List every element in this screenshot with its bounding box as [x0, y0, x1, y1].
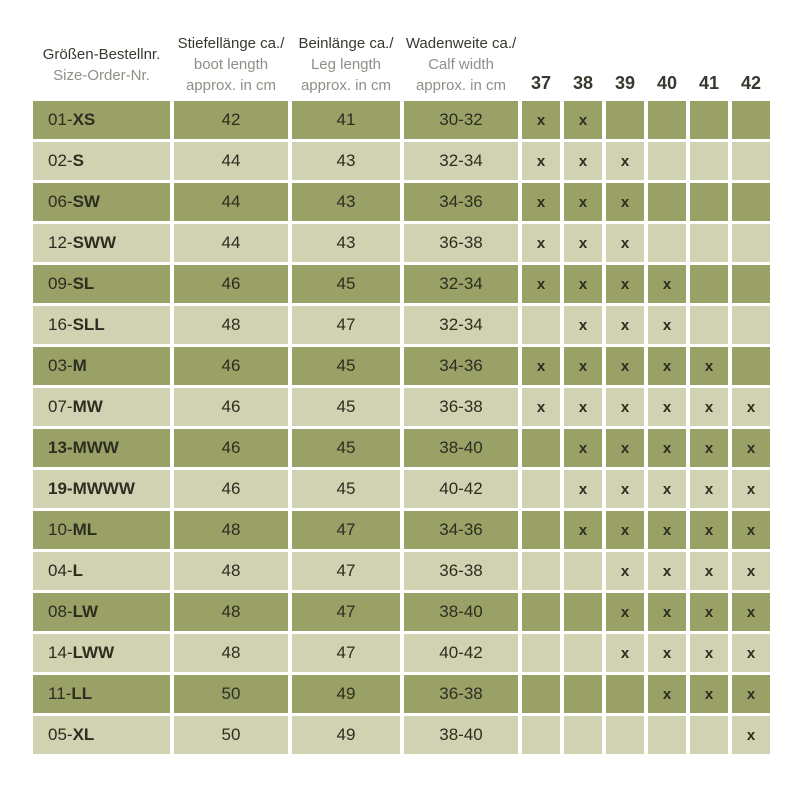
size-fit-cell-41 [690, 265, 728, 303]
leg-length-cell: 47 [292, 511, 400, 549]
order-separator: - [66, 315, 73, 334]
calf-width-cell: 38-40 [404, 716, 518, 754]
header-calf-width-unit: approx. in cm [415, 77, 507, 94]
size-fit-cell-40 [648, 224, 686, 262]
size-code: MWW [72, 438, 119, 457]
table-row [33, 347, 770, 385]
calf-width-cell: 36-38 [404, 224, 518, 262]
size-fit-cell-40: x [648, 634, 686, 672]
size-code: L [72, 561, 83, 580]
header-leg-length-unit: approx. in cm [300, 77, 392, 94]
size-code: ML [72, 520, 98, 539]
size-fit-cell-39: x [606, 347, 644, 385]
header-shoe-size-38: 38 [572, 73, 594, 93]
size-fit-cell-39 [606, 716, 644, 754]
header-shoe-size-41: 41 [698, 73, 720, 93]
boot-length-cell: 42 [174, 101, 288, 139]
leg-length-cell: 45 [292, 265, 400, 303]
size-fit-cell-40 [648, 101, 686, 139]
size-code: SLL [72, 315, 105, 334]
size-fit-cell-42: x [732, 634, 770, 672]
order-number: 11 [48, 684, 66, 703]
size-fit-cell-42 [732, 101, 770, 139]
size-fit-cell-42: x [732, 593, 770, 631]
table-row [33, 675, 770, 713]
order-number: 12 [48, 233, 67, 252]
size-fit-cell-39 [606, 101, 644, 139]
size-fit-cell-38: x [564, 511, 602, 549]
boot-length-cell: 48 [174, 552, 288, 590]
size-order-cell [33, 306, 170, 344]
calf-width-cell: 32-34 [404, 142, 518, 180]
order-number: 16 [48, 315, 67, 334]
size-fit-cell-38: x [564, 429, 602, 467]
size-fit-cell-41: x [690, 388, 728, 426]
size-fit-cell-42: x [732, 716, 770, 754]
size-fit-cell-37 [522, 716, 560, 754]
order-separator: - [66, 520, 73, 539]
boot-length-cell: 46 [174, 347, 288, 385]
leg-length-cell: 47 [292, 593, 400, 631]
order-number: 19 [48, 479, 67, 498]
order-number: 04 [48, 561, 67, 580]
size-fit-cell-42: x [732, 429, 770, 467]
size-fit-cell-40: x [648, 306, 686, 344]
size-fit-cell-38 [564, 716, 602, 754]
size-code: SWW [72, 233, 117, 252]
order-number: 01 [48, 110, 67, 129]
header-boot-length-en: boot length [193, 56, 269, 73]
size-fit-cell-39: x [606, 470, 644, 508]
size-fit-cell-37 [522, 675, 560, 713]
size-fit-cell-38: x [564, 183, 602, 221]
size-order-cell [33, 224, 170, 262]
size-fit-cell-42 [732, 265, 770, 303]
order-number: 14 [48, 643, 67, 662]
size-fit-cell-37 [522, 634, 560, 672]
size-fit-cell-39: x [606, 183, 644, 221]
size-fit-cell-41: x [690, 470, 728, 508]
size-fit-cell-42 [732, 347, 770, 385]
table-row [33, 552, 770, 590]
order-separator: - [66, 274, 73, 293]
size-order-cell [33, 716, 170, 754]
size-order-cell [33, 347, 170, 385]
size-fit-cell-37: x [522, 347, 560, 385]
size-fit-cell-42 [732, 142, 770, 180]
size-fit-cell-41 [690, 306, 728, 344]
calf-width-cell: 34-36 [404, 511, 518, 549]
order-separator: - [66, 192, 73, 211]
size-fit-cell-40: x [648, 388, 686, 426]
size-fit-cell-40: x [648, 265, 686, 303]
size-fit-cell-41: x [690, 593, 728, 631]
size-fit-cell-40 [648, 142, 686, 180]
size-fit-cell-39: x [606, 306, 644, 344]
size-fit-cell-37 [522, 470, 560, 508]
boot-length-cell: 48 [174, 593, 288, 631]
calf-width-cell: 30-32 [404, 101, 518, 139]
table-row [33, 429, 770, 467]
table-row [33, 388, 770, 426]
header-shoe-size-40: 40 [656, 73, 678, 93]
boot-length-cell: 44 [174, 142, 288, 180]
boot-length-cell: 48 [174, 634, 288, 672]
size-fit-cell-37 [522, 429, 560, 467]
size-fit-cell-38 [564, 552, 602, 590]
table-row [33, 470, 770, 508]
header-size-order-en: Size-Order-Nr. [53, 67, 150, 84]
order-number: 02 [48, 151, 67, 170]
size-fit-cell-39: x [606, 593, 644, 631]
size-fit-cell-42 [732, 183, 770, 221]
order-number: 10 [48, 520, 67, 539]
size-fit-cell-37: x [522, 183, 560, 221]
size-fit-cell-40 [648, 183, 686, 221]
size-fit-cell-42: x [732, 470, 770, 508]
size-fit-cell-40: x [648, 347, 686, 385]
table-body [33, 101, 770, 754]
size-code: SW [72, 192, 100, 211]
size-fit-cell-38: x [564, 388, 602, 426]
leg-length-cell: 47 [292, 306, 400, 344]
order-number: 06 [48, 192, 67, 211]
size-fit-cell-37: x [522, 388, 560, 426]
size-order-cell [33, 634, 170, 672]
size-order-cell [33, 142, 170, 180]
order-number: 05 [48, 725, 67, 744]
size-fit-cell-41 [690, 183, 728, 221]
size-order-cell [33, 511, 170, 549]
table-row [33, 593, 770, 631]
size-fit-cell-41 [690, 716, 728, 754]
table-row [33, 183, 770, 221]
order-separator: - [65, 684, 72, 703]
size-order-cell [33, 470, 170, 508]
size-fit-cell-37: x [522, 142, 560, 180]
size-fit-cell-39: x [606, 634, 644, 672]
size-fit-cell-37: x [522, 265, 560, 303]
boot-length-cell: 50 [174, 716, 288, 754]
header-shoe-size-42: 42 [740, 73, 762, 93]
boot-length-cell: 48 [174, 511, 288, 549]
order-separator: - [66, 397, 73, 416]
calf-width-cell: 32-34 [404, 306, 518, 344]
size-fit-cell-40: x [648, 552, 686, 590]
size-fit-cell-42: x [732, 675, 770, 713]
size-fit-cell-39: x [606, 142, 644, 180]
leg-length-cell: 47 [292, 634, 400, 672]
table-row [33, 306, 770, 344]
header-boot-length-unit: approx. in cm [185, 77, 277, 94]
calf-width-cell: 40-42 [404, 634, 518, 672]
leg-length-cell: 43 [292, 183, 400, 221]
order-separator: - [66, 356, 73, 375]
leg-length-cell: 43 [292, 142, 400, 180]
size-fit-cell-39 [606, 675, 644, 713]
size-fit-cell-40: x [648, 593, 686, 631]
size-fit-cell-38: x [564, 470, 602, 508]
size-code: M [72, 356, 87, 375]
boot-length-cell: 46 [174, 470, 288, 508]
calf-width-cell: 38-40 [404, 593, 518, 631]
size-fit-cell-40: x [648, 470, 686, 508]
size-code: LWW [72, 643, 115, 662]
size-code: XS [72, 110, 96, 129]
order-number: 08 [48, 602, 67, 621]
header-boot-length-de: Stiefellänge ca./ [177, 35, 285, 52]
size-fit-cell-42: x [732, 552, 770, 590]
table-row [33, 634, 770, 672]
size-fit-cell-38: x [564, 265, 602, 303]
size-order-cell [33, 675, 170, 713]
size-fit-cell-39: x [606, 224, 644, 262]
header-calf-width-en: Calf width [428, 56, 494, 73]
size-fit-cell-41 [690, 101, 728, 139]
size-fit-cell-38: x [564, 224, 602, 262]
leg-length-cell: 45 [292, 429, 400, 467]
size-fit-cell-39: x [606, 511, 644, 549]
size-fit-cell-37: x [522, 101, 560, 139]
size-fit-cell-41 [690, 142, 728, 180]
header-calf-width [404, 24, 518, 98]
size-order-cell [33, 552, 170, 590]
order-number: 03 [48, 356, 67, 375]
size-fit-cell-41: x [690, 675, 728, 713]
calf-width-cell: 34-36 [404, 347, 518, 385]
header-size-order [33, 24, 170, 98]
size-fit-cell-39: x [606, 429, 644, 467]
size-fit-cell-38: x [564, 142, 602, 180]
leg-length-cell: 45 [292, 347, 400, 385]
boot-length-cell: 46 [174, 429, 288, 467]
size-fit-cell-41: x [690, 511, 728, 549]
size-code: XL [72, 725, 95, 744]
size-code: LW [72, 602, 99, 621]
table-row [33, 142, 770, 180]
order-number: 07 [48, 397, 67, 416]
calf-width-cell: 34-36 [404, 183, 518, 221]
table-row [33, 511, 770, 549]
order-separator: - [66, 479, 73, 498]
size-fit-cell-40 [648, 716, 686, 754]
size-fit-cell-38: x [564, 306, 602, 344]
size-code: MWWW [72, 479, 135, 498]
size-fit-cell-38 [564, 675, 602, 713]
header-leg-length-en: Leg length [310, 56, 382, 73]
leg-length-cell: 47 [292, 552, 400, 590]
leg-length-cell: 41 [292, 101, 400, 139]
calf-width-cell: 36-38 [404, 552, 518, 590]
calf-width-cell: 36-38 [404, 675, 518, 713]
size-fit-cell-37 [522, 511, 560, 549]
order-separator: - [66, 233, 73, 252]
table-row [33, 265, 770, 303]
size-fit-cell-41: x [690, 429, 728, 467]
calf-width-cell: 38-40 [404, 429, 518, 467]
size-table [33, 24, 770, 754]
size-fit-cell-37 [522, 306, 560, 344]
calf-width-cell: 40-42 [404, 470, 518, 508]
size-fit-cell-38 [564, 593, 602, 631]
size-fit-cell-41: x [690, 552, 728, 590]
order-number: 09 [48, 274, 67, 293]
size-order-cell [33, 593, 170, 631]
leg-length-cell: 45 [292, 470, 400, 508]
size-fit-cell-42 [732, 224, 770, 262]
order-separator: - [66, 725, 73, 744]
size-fit-cell-39: x [606, 388, 644, 426]
size-fit-cell-39: x [606, 265, 644, 303]
order-separator: - [66, 643, 73, 662]
size-fit-cell-38: x [564, 101, 602, 139]
boot-length-cell: 48 [174, 306, 288, 344]
size-code: SL [72, 274, 95, 293]
size-fit-cell-41: x [690, 347, 728, 385]
size-fit-cell-37 [522, 593, 560, 631]
table-row [33, 101, 770, 139]
size-fit-cell-40: x [648, 429, 686, 467]
size-fit-cell-38: x [564, 347, 602, 385]
order-separator: - [66, 151, 73, 170]
order-separator: - [66, 110, 73, 129]
order-number: 13 [48, 438, 67, 457]
size-fit-cell-42: x [732, 388, 770, 426]
size-code: LL [71, 684, 93, 703]
size-code: MW [72, 397, 103, 416]
size-fit-cell-40: x [648, 675, 686, 713]
table-row [33, 224, 770, 262]
header-leg-length-de: Beinlänge ca./ [298, 35, 394, 52]
header-size-order-de: Größen-Bestellnr. [42, 46, 161, 63]
size-fit-cell-37: x [522, 224, 560, 262]
calf-width-cell: 32-34 [404, 265, 518, 303]
leg-length-cell: 45 [292, 388, 400, 426]
leg-length-cell: 49 [292, 675, 400, 713]
leg-length-cell: 49 [292, 716, 400, 754]
header-leg-length [292, 24, 400, 98]
size-fit-cell-40: x [648, 511, 686, 549]
calf-width-cell: 36-38 [404, 388, 518, 426]
size-order-cell [33, 388, 170, 426]
table-row [33, 716, 770, 754]
table-header [33, 24, 770, 98]
size-fit-cell-42: x [732, 511, 770, 549]
order-separator: - [66, 561, 73, 580]
order-separator: - [66, 438, 73, 457]
size-code: S [72, 151, 84, 170]
boot-length-cell: 46 [174, 265, 288, 303]
size-fit-cell-42 [732, 306, 770, 344]
header-calf-width-de: Wadenweite ca./ [405, 35, 517, 52]
boot-length-cell: 44 [174, 224, 288, 262]
header-shoe-size-37: 37 [530, 73, 552, 93]
leg-length-cell: 43 [292, 224, 400, 262]
size-order-cell [33, 101, 170, 139]
size-fit-cell-41 [690, 224, 728, 262]
header-boot-length [174, 24, 288, 98]
size-fit-cell-41: x [690, 634, 728, 672]
size-fit-cell-39: x [606, 552, 644, 590]
size-order-cell [33, 265, 170, 303]
order-separator: - [66, 602, 73, 621]
header-shoe-size-39: 39 [614, 73, 636, 93]
size-fit-cell-38 [564, 634, 602, 672]
boot-length-cell: 50 [174, 675, 288, 713]
boot-length-cell: 44 [174, 183, 288, 221]
size-fit-cell-37 [522, 552, 560, 590]
size-order-cell [33, 183, 170, 221]
boot-length-cell: 46 [174, 388, 288, 426]
size-order-cell [33, 429, 170, 467]
